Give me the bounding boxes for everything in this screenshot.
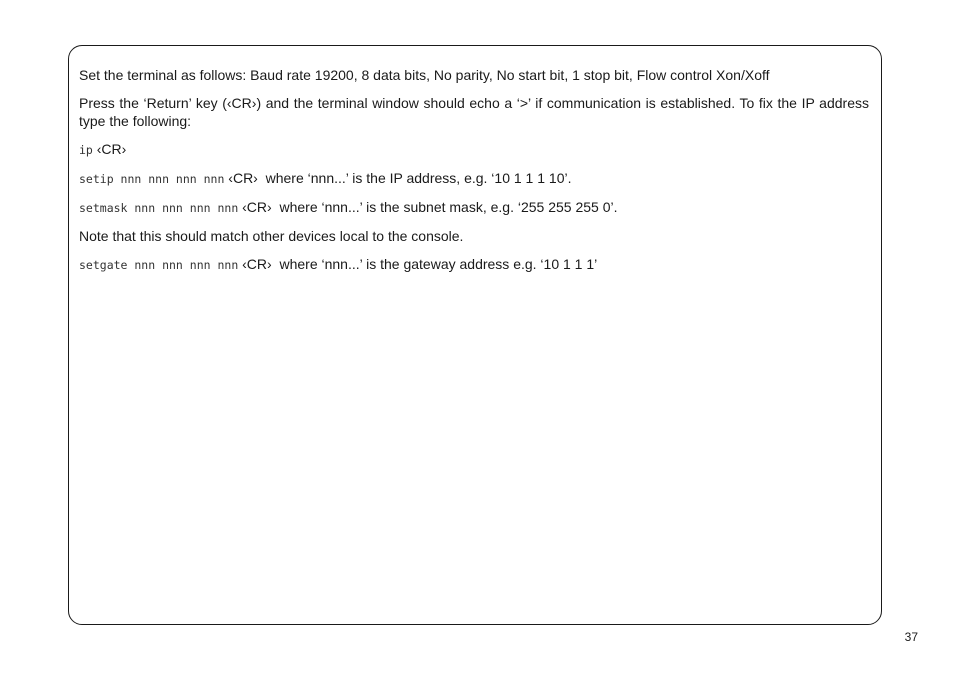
- setmask-command-line: [79, 198, 869, 217]
- setmask-command-key: ‹CR›: [242, 199, 272, 215]
- ip-command-key: ‹CR›: [96, 141, 127, 157]
- ip-command-code: ip: [79, 143, 93, 157]
- setgate-command-code: setgate nnn nnn nnn nnn: [79, 258, 239, 272]
- setip-command-description: where ‘nnn...’ is the IP address, e.g. ‘10 1 1 1 10’.: [265, 170, 572, 186]
- setgate-command-description: where ‘nnn...’ is the gateway address e.g. ‘10 1 1 1’: [279, 256, 598, 272]
- terminal-settings-paragraph: Set the terminal as follows: Baud rate 19200, 8 data bits, No parity, No start bit, 1 stop bit, Flow control Xon/Xoff: [79, 67, 770, 83]
- note-paragraph: Note that this should match other devices local to the console.: [79, 228, 464, 244]
- setip-command-code: setip nnn nnn nnn nnn: [79, 172, 225, 186]
- setip-command-line: [79, 169, 869, 188]
- setmask-command-description: where ‘nnn...’ is the subnet mask, e.g. ‘255 255 255 0’.: [279, 199, 618, 215]
- page-number: 37: [904, 630, 918, 644]
- document-body: [79, 66, 869, 284]
- setgate-command-line: [79, 255, 869, 274]
- return-key-instructions-paragraph: Press the ‘Return’ key (‹CR›) and the terminal window should echo a ‘>’ if communication is established. To fix the IP address type the following:: [79, 95, 869, 129]
- ip-command-line: [79, 140, 869, 159]
- setip-command-key: ‹CR›: [228, 170, 258, 186]
- setgate-command-key: ‹CR›: [242, 256, 272, 272]
- setmask-command-code: setmask nnn nnn nnn nnn: [79, 201, 239, 215]
